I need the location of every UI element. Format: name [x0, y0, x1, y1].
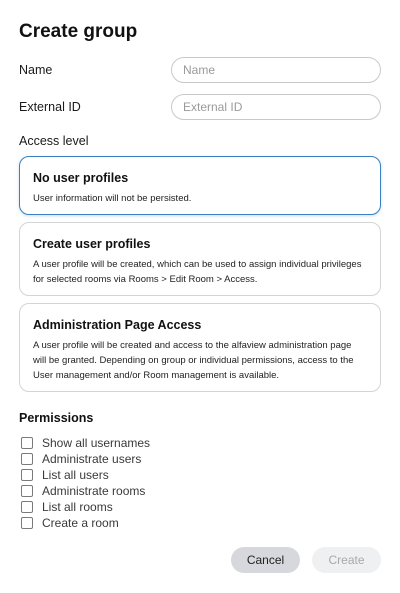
access-option-description: User information will not be persisted.	[33, 193, 192, 204]
permission-label: Create a room	[42, 516, 119, 530]
checkbox[interactable]	[21, 453, 33, 465]
external-id-input[interactable]	[171, 94, 381, 120]
permission-label: Show all usernames	[42, 436, 151, 450]
access-option-administration-page-access[interactable]	[19, 303, 381, 392]
permission-list-all-users[interactable]	[21, 467, 321, 483]
create-button[interactable]: Create	[312, 547, 381, 573]
checkbox[interactable]	[21, 469, 33, 481]
cancel-button[interactable]: Cancel	[231, 547, 300, 573]
permission-show-all-usernames[interactable]	[21, 435, 321, 451]
access-option-description: A user profile will be created and access to the alfaview administration page will be granted. Depending on group or individual permissions, access to the User management and/or Room management is available.	[33, 340, 354, 381]
permissions-list	[21, 435, 321, 531]
access-option-title: Administration Page Access	[33, 318, 202, 332]
name-label: Name	[19, 63, 53, 77]
permission-administrate-rooms[interactable]	[21, 483, 321, 499]
permission-label: List all users	[42, 468, 109, 482]
access-option-no-user-profiles[interactable]	[19, 156, 381, 215]
permission-label: List all rooms	[42, 500, 113, 514]
dialog-title: Create group	[19, 21, 138, 42]
permission-administrate-users[interactable]	[21, 451, 321, 467]
checkbox[interactable]	[21, 517, 33, 529]
permissions-heading: Permissions	[19, 411, 94, 425]
checkbox[interactable]	[21, 437, 33, 449]
checkbox[interactable]	[21, 501, 33, 513]
permission-label: Administrate users	[42, 452, 142, 466]
permission-create-a-room[interactable]	[21, 515, 321, 531]
access-level-label: Access level	[19, 134, 89, 148]
access-option-create-user-profiles[interactable]	[19, 222, 381, 296]
access-option-description: A user profile will be created, which can be used to assign individual privileges for selected rooms via Rooms > Edit Room > Access.	[33, 259, 362, 285]
external-id-label: External ID	[19, 100, 81, 114]
permission-list-all-rooms[interactable]	[21, 499, 321, 515]
permission-label: Administrate rooms	[42, 484, 146, 498]
access-option-title: No user profiles	[33, 171, 129, 185]
access-option-title: Create user profiles	[33, 237, 151, 251]
checkbox[interactable]	[21, 485, 33, 497]
name-input[interactable]	[171, 57, 381, 83]
